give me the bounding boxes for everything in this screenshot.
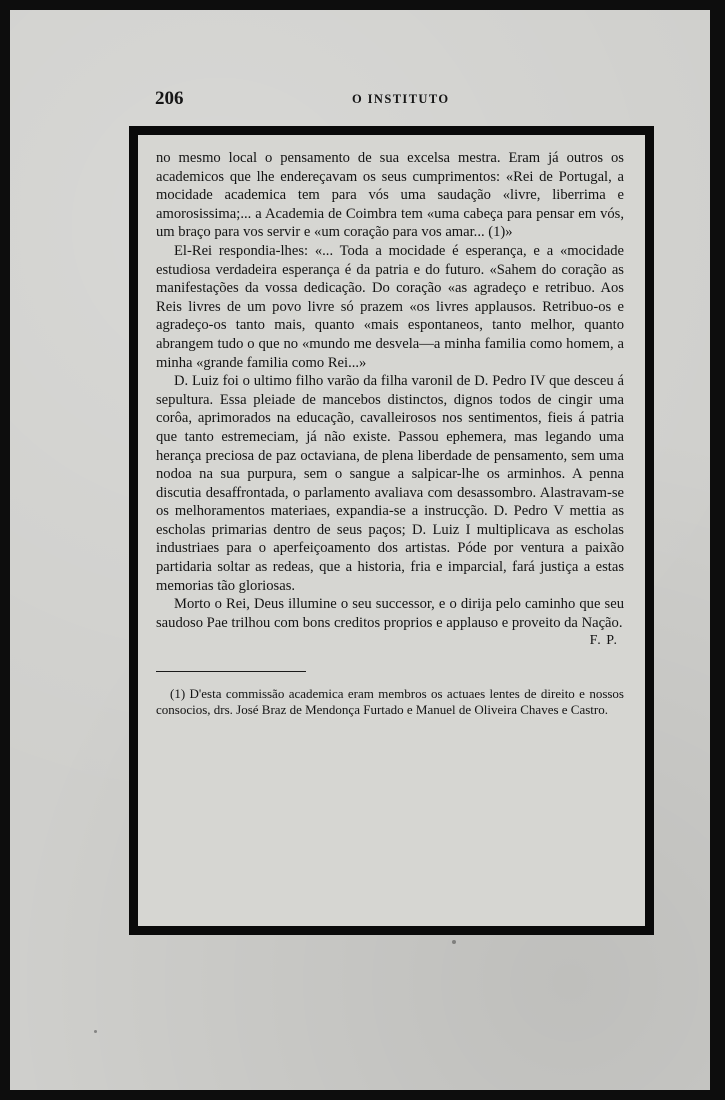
- document-page: [10, 10, 710, 1090]
- ink-speck: [94, 1030, 97, 1033]
- article-text: [156, 149, 624, 718]
- mourning-border: [129, 126, 654, 935]
- paragraph-1: no mesmo local o pensamento de sua excelsa mestra. Eram já outros os academicos que lhe endereçavam os seus cumprimentos: «Rei de Portugal, a mocidade academica tem para vós uma saudação «livre, liberrima e amorosissima;... a Academia de Coimbra tem «uma cabeça para pensar em vós, um braço para vos servir e «um coração para vos amar... (1)»: [156, 150, 624, 241]
- paragraph-2: El-Rei respondia-lhes: «... Toda a mocidade é esperança, e a «mocidade estudiosa verdadeira esperança é da patria e do futuro. «Sahem do coração as manifestações da vossa dedicação. Do coração «as agradeço e retribuo. Aos Reis livres de um povo livre só prazem «os livres applausos. Retribuo-os e agradeço-os tanto mais, quanto «mais espontaneos, tanto melhor, quanto abrangem tudo o que no «mundo me desvela—a minha familia como homem, a minha «grande familia como Rei...»: [156, 242, 624, 371]
- paragraph-3: D. Luiz foi o ultimo filho varão da filha varonil de D. Pedro IV que desceu á sepultura. Essa pleiade de mancebos distinctos, dignos todos de cingir uma corôa, aprimorados na educação, cavalleirosos nos sentimentos, fieis á patria que tanto estremeciam, já não existe. Passou ephemera, mas legando uma herança preciosa de paz octaviana, de plena liberdade de pensamento, sem uma nodoa na sua purpura, sem o sangue a salpicar-lhe os arminhos. A penna discutia desaffrontada, o parlamento avaliava com desassombro. Alastravam-se os melhoramentos materiaes, expandia-se a instrucção. D. Pedro V mettia as escholas primarias dentro de seus paços; D. Luiz I multiplicava as escholas industriaes para o aperfeiçoamento dos artistas. Póde por ventura a paixão partidaria soltar as redeas, que a historia, fria e imparcial, fará justiça a estas memorias tão gloriosas.: [156, 373, 624, 594]
- journal-title: O INSTITUTO: [352, 92, 450, 106]
- paragraph-4: Morto o Rei, Deus illumine o seu successor, e o dirija pelo caminho que seu saudoso Pae trilhou com bons creditos proprios e applauso e proveito da Nação.: [156, 596, 624, 631]
- footnote: (1) D'esta commissão academica eram membros os actuaes lentes de direito e nossos consocios, drs. José Braz de Mendonça Furtado e Manuel de Oliveira Chaves e Castro.: [156, 686, 624, 718]
- page-number: 206: [155, 88, 184, 109]
- footnote-divider: [156, 671, 306, 672]
- ink-speck: [452, 940, 456, 944]
- author-signature: F. P.: [589, 633, 618, 649]
- running-head: [155, 88, 645, 112]
